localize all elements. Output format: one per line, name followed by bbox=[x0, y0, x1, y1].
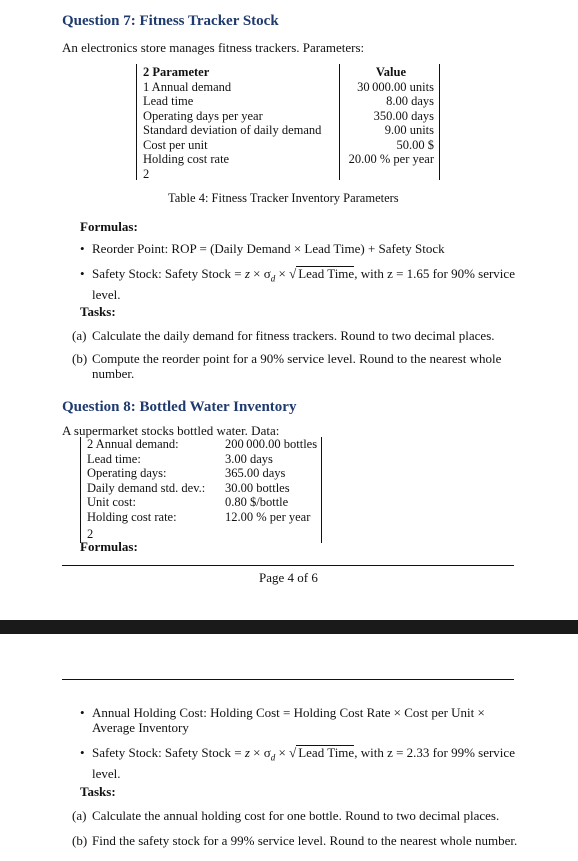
formula-radicand: Lead Time bbox=[298, 266, 355, 281]
formula-z: z bbox=[244, 266, 250, 281]
table-row-param: Lead time bbox=[143, 94, 194, 108]
table-left-rule bbox=[136, 64, 137, 180]
header-rule bbox=[62, 679, 514, 680]
task-b: Find the safety stock for a 99% service level. Round to the nearest whole number. bbox=[92, 833, 518, 848]
table-row-value: 3.00 days bbox=[225, 451, 273, 466]
formula-radicand: Lead Time bbox=[298, 745, 355, 760]
question-8-intro: A supermarket stocks bottled water. Data: bbox=[62, 423, 280, 438]
table-row-param: Lead time: bbox=[87, 451, 141, 466]
bullet-dot: • bbox=[80, 266, 85, 281]
table-row-value: 12.00 % per year bbox=[225, 509, 311, 524]
table-right-rule bbox=[439, 64, 440, 180]
table-row-param: Operating days per year bbox=[143, 108, 263, 123]
formula-subscript: d bbox=[270, 273, 276, 284]
table-row-param: Daily demand std. dev.: bbox=[87, 480, 206, 495]
bullet-dot: • bbox=[80, 705, 85, 720]
formulas-label: Formulas: bbox=[80, 219, 138, 234]
formula-subscript: d bbox=[270, 752, 276, 763]
table-row-value: 30 000.00 units bbox=[357, 79, 434, 94]
page-number: Page 4 of 6 bbox=[259, 570, 318, 585]
bottled-water-data-table bbox=[80, 437, 322, 543]
table-row-value: 30.00 bottles bbox=[225, 480, 290, 495]
task-a-label: (a) bbox=[72, 328, 87, 343]
tasks-label: Tasks: bbox=[80, 304, 116, 319]
task-a-label: (a) bbox=[72, 808, 87, 823]
table-row-value: 0.80 $/bottle bbox=[225, 495, 289, 509]
table-row-param: Standard deviation of daily demand bbox=[143, 123, 322, 137]
task-b-label: (b) bbox=[72, 351, 88, 366]
formula-text: Safety Stock: Safety Stock = bbox=[92, 745, 245, 760]
formula-item bbox=[80, 266, 515, 302]
formula-item bbox=[80, 745, 515, 781]
formula-sigma: × σ bbox=[249, 266, 271, 281]
formula-continuation: level. bbox=[92, 286, 121, 302]
task-b-label: (b) bbox=[72, 833, 88, 848]
table-row-param: Unit cost: bbox=[87, 495, 136, 509]
table-row-param: 2 bbox=[87, 527, 94, 541]
question-7-title: Question 7: Fitness Tracker Stock bbox=[62, 13, 279, 29]
page-separator bbox=[0, 620, 578, 634]
fitness-tracker-parameters-table bbox=[136, 64, 440, 180]
formula-sigma: × σ bbox=[249, 745, 271, 760]
formula-safety-stock bbox=[92, 266, 515, 284]
table-row-value: 350.00 days bbox=[373, 108, 434, 123]
formula-item bbox=[80, 705, 485, 735]
table-left-rule bbox=[80, 437, 81, 543]
formula-reorder-point: Reorder Point: ROP = (Daily Demand × Lead Time) + Safety Stock bbox=[92, 241, 445, 256]
formula-sqrt: × √ bbox=[275, 745, 297, 760]
table-header-parameter: 2 Parameter bbox=[143, 65, 210, 79]
table-row-param: Holding cost rate: bbox=[87, 509, 177, 524]
table-right-rule bbox=[321, 437, 322, 543]
tasks-label: Tasks: bbox=[80, 784, 116, 799]
question-7-intro: An electronics store manages fitness trackers. Parameters: bbox=[62, 40, 365, 55]
bullet-dot: • bbox=[80, 241, 85, 256]
table-row-value: 365.00 days bbox=[225, 466, 286, 480]
formulas-label: Formulas: bbox=[80, 539, 138, 554]
formula-text: Safety Stock: Safety Stock = bbox=[92, 266, 245, 281]
table-row-param: Operating days: bbox=[87, 466, 167, 480]
formula-safety-stock bbox=[92, 745, 515, 763]
table-caption: Table 4: Fitness Tracker Inventory Parameters bbox=[168, 191, 399, 205]
table-header-value: Value bbox=[375, 65, 406, 79]
table-row-value: 50.00 $ bbox=[396, 137, 434, 152]
table-row-value: 9.00 units bbox=[384, 123, 434, 137]
question-8-title: Question 8: Bottled Water Inventory bbox=[62, 399, 297, 415]
table-row-value: 200 000.00 bottles bbox=[225, 437, 318, 451]
table-middle-rule bbox=[339, 64, 340, 180]
formula-z: z bbox=[244, 745, 250, 760]
footer-rule bbox=[62, 565, 514, 566]
table-row-param: 2 bbox=[143, 166, 150, 181]
formula-item bbox=[80, 241, 445, 256]
formula-sqrt: × √ bbox=[275, 266, 297, 281]
table-row-param: Cost per unit bbox=[143, 137, 208, 152]
formula-text: , with z = 1.65 for 90% service bbox=[354, 266, 515, 281]
table-row-param: 1 Annual demand bbox=[143, 79, 232, 94]
formula-continuation: Average Inventory bbox=[92, 720, 189, 735]
table-row-value: 20.00 % per year bbox=[348, 152, 434, 166]
table-row-param: 2 Annual demand: bbox=[87, 437, 179, 451]
formula-text: , with z = 2.33 for 99% service bbox=[354, 745, 515, 760]
task-b-continuation: number. bbox=[92, 366, 135, 381]
page-5 bbox=[0, 634, 578, 861]
task-b: Compute the reorder point for a 90% service level. Round to the nearest whole bbox=[92, 351, 502, 366]
task-a: Calculate the daily demand for fitness trackers. Round to two decimal places. bbox=[92, 328, 495, 343]
table-row-param: Holding cost rate bbox=[143, 152, 230, 166]
formula-continuation: level. bbox=[92, 765, 121, 781]
formula-holding-cost: Annual Holding Cost: Holding Cost = Holding Cost Rate × Cost per Unit × bbox=[92, 705, 485, 720]
task-a: Calculate the annual holding cost for one bottle. Round to two decimal places. bbox=[92, 808, 500, 823]
bullet-dot: • bbox=[80, 745, 85, 760]
table-row-value: 8.00 days bbox=[386, 94, 434, 108]
